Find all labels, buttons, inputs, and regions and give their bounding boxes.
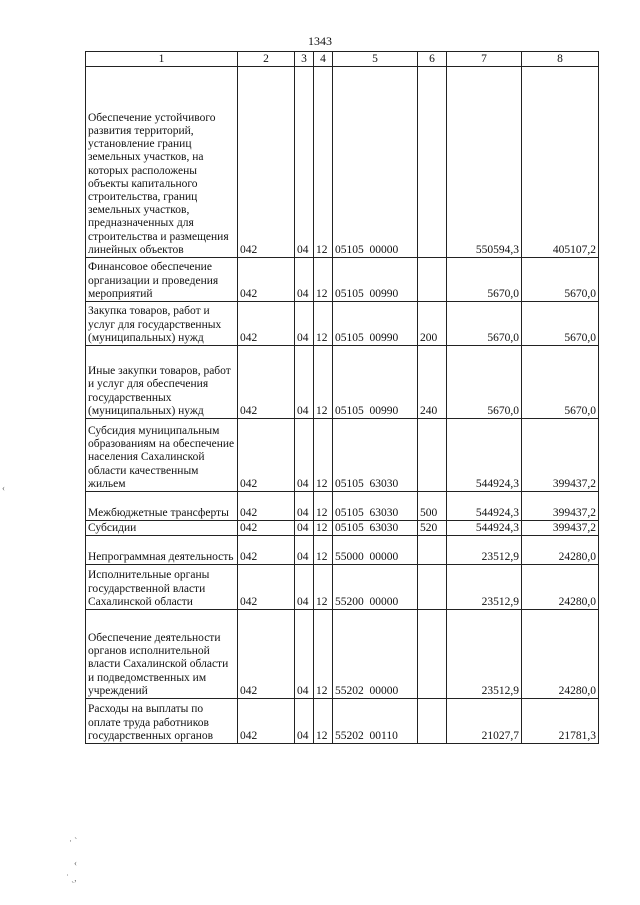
column-header: 7	[447, 52, 522, 67]
row-vr-code: 240	[418, 346, 447, 419]
row-name: Субсидия муниципальным образованиям на обеспечение населения Сахалинской области качественным жильем	[86, 419, 238, 492]
row-csr-code: 05105 00990	[333, 302, 418, 346]
row-gr-code: 042	[238, 521, 295, 536]
row-value-2017: 24280,0	[522, 610, 599, 699]
row-csr-code: 55000 00000	[333, 536, 418, 565]
column-header: 4	[314, 52, 333, 67]
row-csr-code: 05105 00990	[333, 346, 418, 419]
row-rz-code: 04	[295, 536, 314, 565]
row-gr-code: 042	[238, 492, 295, 521]
row-pr-code: 12	[314, 419, 333, 492]
row-pr-code: 12	[314, 536, 333, 565]
row-value-2016: 23512,9	[447, 565, 522, 610]
page-number: 1343	[308, 34, 332, 48]
row-rz-code: 04	[295, 258, 314, 302]
table-row	[86, 699, 599, 744]
row-gr-code: 042	[238, 699, 295, 744]
row-name: Финансовое обеспечение организации и проведения мероприятий	[86, 258, 238, 302]
row-vr-code	[418, 536, 447, 565]
row-pr-code: 12	[314, 521, 333, 536]
scan-mark: ˙ ˏ,	[66, 873, 77, 883]
row-value-2017: 399437,2	[522, 492, 599, 521]
row-name: Непрограммная деятельность	[86, 536, 238, 565]
row-value-2017: 405107,2	[522, 67, 599, 258]
table-row	[86, 565, 599, 610]
row-value-2016: 544924,3	[447, 419, 522, 492]
row-gr-code: 042	[238, 419, 295, 492]
table-row	[86, 258, 599, 302]
row-vr-code: 200	[418, 302, 447, 346]
row-gr-code: 042	[238, 565, 295, 610]
row-vr-code	[418, 419, 447, 492]
row-pr-code: 12	[314, 610, 333, 699]
row-value-2016: 23512,9	[447, 536, 522, 565]
row-csr-code: 05105 00990	[333, 258, 418, 302]
row-rz-code: 04	[295, 419, 314, 492]
row-csr-code: 05105 63030	[333, 492, 418, 521]
row-name: Иные закупки товаров, работ и услуг для обеспечения государственных (муниципальных) нужд	[86, 346, 238, 419]
row-rz-code: 04	[295, 699, 314, 744]
row-vr-code	[418, 699, 447, 744]
row-value-2016: 21027,7	[447, 699, 522, 744]
row-rz-code: 04	[295, 302, 314, 346]
table-row	[86, 67, 599, 258]
row-vr-code	[418, 258, 447, 302]
column-header: 2	[238, 52, 295, 67]
row-value-2017: 21781,3	[522, 699, 599, 744]
row-value-2016: 544924,3	[447, 521, 522, 536]
row-name: Исполнительные органы государственной власти Сахалинской области	[86, 565, 238, 610]
row-value-2017: 24280,0	[522, 536, 599, 565]
row-rz-code: 04	[295, 521, 314, 536]
row-gr-code: 042	[238, 67, 295, 258]
row-rz-code: 04	[295, 565, 314, 610]
row-value-2017: 399437,2	[522, 521, 599, 536]
table-row	[86, 419, 599, 492]
table-row	[86, 492, 599, 521]
column-header: 1	[86, 52, 238, 67]
row-pr-code: 12	[314, 302, 333, 346]
row-csr-code: 05105 63030	[333, 419, 418, 492]
row-gr-code: 042	[238, 346, 295, 419]
row-pr-code: 12	[314, 258, 333, 302]
row-value-2016: 5670,0	[447, 258, 522, 302]
row-value-2016: 5670,0	[447, 346, 522, 419]
row-rz-code: 04	[295, 67, 314, 258]
row-value-2017: 24280,0	[522, 565, 599, 610]
row-rz-code: 04	[295, 492, 314, 521]
row-name: Субсидии	[86, 521, 238, 536]
row-pr-code: 12	[314, 67, 333, 258]
row-vr-code	[418, 565, 447, 610]
row-pr-code: 12	[314, 492, 333, 521]
row-value-2017: 5670,0	[522, 258, 599, 302]
row-value-2016: 23512,9	[447, 610, 522, 699]
scan-mark: ‹	[74, 858, 77, 868]
row-vr-code	[418, 67, 447, 258]
row-pr-code: 12	[314, 699, 333, 744]
table-row	[86, 346, 599, 419]
row-csr-code: 55200 00000	[333, 565, 418, 610]
row-pr-code: 12	[314, 565, 333, 610]
scan-mark: ‹	[2, 483, 5, 493]
row-value-2017: 5670,0	[522, 302, 599, 346]
row-vr-code: 520	[418, 521, 447, 536]
table-row	[86, 536, 599, 565]
row-csr-code: 05105 63030	[333, 521, 418, 536]
row-gr-code: 042	[238, 536, 295, 565]
row-name: Расходы на выплаты по оплате труда работников государственных органов	[86, 699, 238, 744]
row-csr-code: 55202 00000	[333, 610, 418, 699]
budget-table	[85, 51, 599, 744]
row-gr-code: 042	[238, 610, 295, 699]
row-vr-code	[418, 610, 447, 699]
row-name: Обеспечение устойчивого развития территорий, установление границ земельных участков, на которых расположены объекты капитального строительства, границ земельных участков, предназначенных для строительства и размещения линейных объектов	[86, 67, 238, 258]
row-csr-code: 05105 00000	[333, 67, 418, 258]
column-header: 8	[522, 52, 599, 67]
row-name: Межбюджетные трансферты	[86, 492, 238, 521]
row-gr-code: 042	[238, 302, 295, 346]
scan-mark: · ˋ	[69, 836, 78, 846]
row-name: Обеспечение деятельности органов исполнительной власти Сахалинской области и подведомственных им учреждений	[86, 610, 238, 699]
row-rz-code: 04	[295, 610, 314, 699]
row-pr-code: 12	[314, 346, 333, 419]
column-header: 5	[333, 52, 418, 67]
row-value-2017: 5670,0	[522, 346, 599, 419]
table-row	[86, 302, 599, 346]
row-value-2016: 550594,3	[447, 67, 522, 258]
row-rz-code: 04	[295, 346, 314, 419]
row-csr-code: 55202 00110	[333, 699, 418, 744]
column-header: 3	[295, 52, 314, 67]
table-row	[86, 610, 599, 699]
row-value-2016: 544924,3	[447, 492, 522, 521]
row-name: Закупка товаров, работ и услуг для государственных (муниципальных) нужд	[86, 302, 238, 346]
row-vr-code: 500	[418, 492, 447, 521]
column-header: 6	[418, 52, 447, 67]
table-row	[86, 521, 599, 536]
row-value-2017: 399437,2	[522, 419, 599, 492]
row-gr-code: 042	[238, 258, 295, 302]
table-header-row	[86, 52, 599, 67]
row-value-2016: 5670,0	[447, 302, 522, 346]
